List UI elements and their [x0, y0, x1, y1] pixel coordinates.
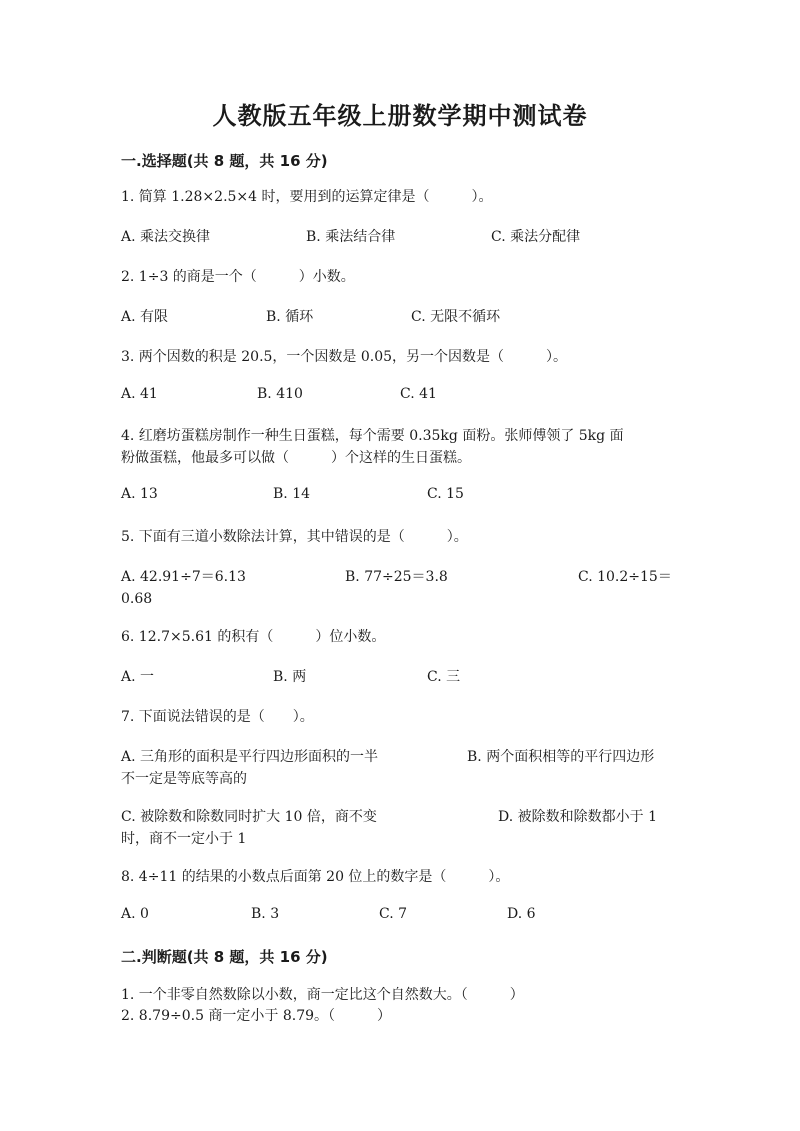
- section-heading-choice: 一.选择题(共 8 题，共 16 分): [121, 152, 328, 170]
- question-4-stem-line-2: 粉做蛋糕，他最多可以做（ ）个这样的生日蛋糕。: [121, 450, 471, 466]
- question-6-stem: 6. 12.7×5.61 的积有（ ）位小数。: [121, 629, 386, 645]
- page-title: 人教版五年级上册数学期中测试卷: [212, 102, 588, 130]
- option-c-continued: 0.68: [121, 591, 153, 607]
- option-d-continued: 时，商不一定小于 1: [121, 831, 247, 847]
- option-a: A. 乘法交换律: [121, 229, 211, 245]
- question-4-options: [121, 486, 681, 508]
- option-a: A. 三角形的面积是平行四边形面积的一半: [121, 749, 379, 765]
- question-8-options: [121, 906, 681, 928]
- section-heading-judgement: 二.判断题(共 8 题，共 16 分): [121, 948, 328, 966]
- option-a: A. 41: [121, 386, 158, 402]
- option-c: C. 乘法分配律: [491, 229, 581, 245]
- question-5-stem: 5. 下面有三道小数除法计算，其中错误的是（ ）。: [121, 529, 468, 545]
- option-a: A. 0: [121, 906, 149, 922]
- option-d: D. 被除数和除数都小于 1: [498, 809, 657, 825]
- option-c: C. 三: [427, 669, 461, 685]
- option-a: A. 13: [121, 486, 158, 502]
- option-c: C. 41: [400, 386, 437, 402]
- option-b: B. 14: [273, 486, 311, 502]
- question-1-options: [121, 226, 681, 248]
- question-7-options-row-2: [121, 806, 681, 828]
- option-b-continued: 不一定是等底等高的: [121, 771, 247, 787]
- option-d: D. 6: [507, 906, 536, 922]
- option-b: B. 77÷25＝3.8: [345, 569, 448, 585]
- option-c: C. 15: [427, 486, 464, 502]
- question-7-stem: 7. 下面说法错误的是（ ）。: [121, 709, 314, 725]
- question-2-options: [121, 306, 681, 328]
- question-3-options: [121, 386, 681, 408]
- question-3-stem: 3. 两个因数的积是 20.5，一个因数是 0.05，另一个因数是（ ）。: [121, 349, 568, 365]
- option-c: C. 被除数和除数同时扩大 10 倍，商不变: [121, 809, 377, 825]
- question-6-options: [121, 666, 681, 688]
- question-5-options: [121, 566, 681, 588]
- option-a: A. 一: [121, 669, 155, 685]
- option-a: A. 有限: [121, 309, 169, 325]
- option-c: C. 7: [379, 906, 408, 922]
- option-b: B. 循环: [266, 309, 314, 325]
- option-c: C. 无限不循环: [411, 309, 501, 325]
- option-b: B. 乘法结合律: [306, 229, 396, 245]
- judgement-question-2: 2. 8.79÷0.5 商一定小于 8.79。（ ）: [121, 1008, 392, 1024]
- option-b: B. 410: [257, 386, 303, 402]
- question-1-stem: 1. 简算 1.28×2.5×4 时，要用到的运算定律是（ ）。: [121, 189, 493, 205]
- option-c: C. 10.2÷15＝: [578, 569, 672, 585]
- option-b: B. 两个面积相等的平行四边形: [467, 749, 655, 765]
- question-8-stem: 8. 4÷11 的结果的小数点后面第 20 位上的数字是（ ）。: [121, 869, 510, 885]
- option-a: A. 42.91÷7＝6.13: [121, 569, 246, 585]
- question-4-stem-line-1: 4. 红磨坊蛋糕房制作一种生日蛋糕，每个需要 0.35kg 面粉。张师傅领了 5kg 面: [121, 428, 624, 444]
- question-2-stem: 2. 1÷3 的商是一个（ ）小数。: [121, 269, 355, 285]
- option-b: B. 两: [273, 669, 307, 685]
- question-7-options-row-1: [121, 746, 681, 768]
- judgement-question-1: 1. 一个非零自然数除以小数，商一定比这个自然数大。（ ）: [121, 987, 524, 1003]
- option-b: B. 3: [251, 906, 280, 922]
